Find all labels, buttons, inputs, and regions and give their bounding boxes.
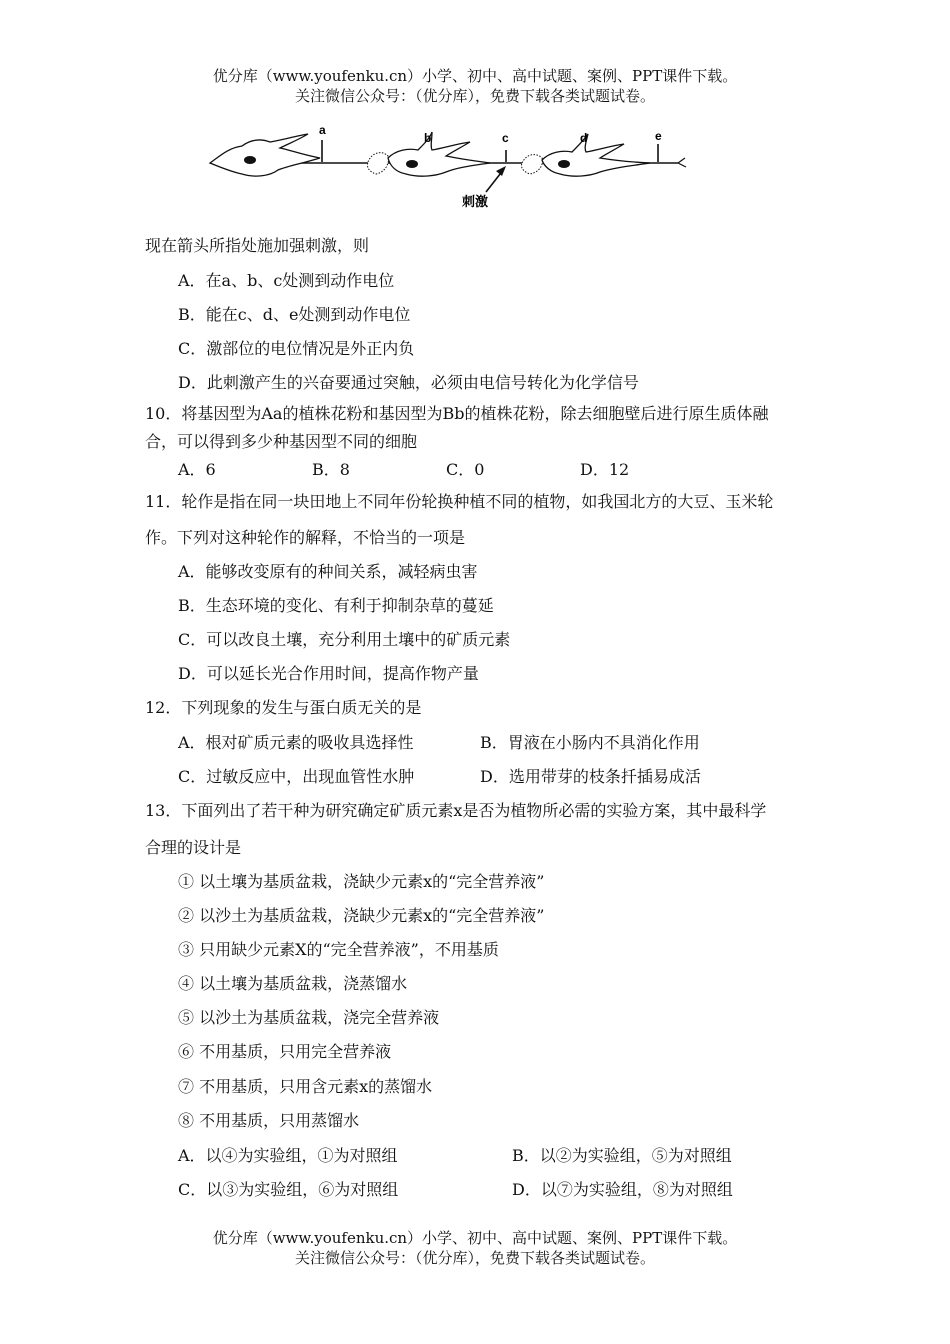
label-e: e	[655, 129, 662, 143]
neuron-2	[388, 132, 490, 176]
q12-option-b: B．胃液在小肠内不具消化作用	[480, 733, 700, 752]
q13-option-c: C．以③为实验组，⑥为对照组	[178, 1180, 399, 1199]
label-c: c	[502, 131, 509, 145]
q11-option-a: A．能够改变原有的种间关系，减轻病虫害	[178, 562, 478, 581]
q9-option-d: D．此刺激产生的兴奋要通过突触，必须由电信号转化为化学信号	[178, 373, 639, 392]
q13-stem-line2: 合理的设计是	[145, 838, 242, 857]
q13-item-2: ② 以沙土为基质盆栽，浇缺少元素x的“完全营养液”	[178, 906, 545, 925]
synapse-2	[521, 155, 542, 174]
q13-item-5: ⑤ 以沙土为基质盆栽，浇完全营养液	[178, 1008, 440, 1027]
q12-option-d: D．选用带芽的枝条扦插易成活	[480, 767, 701, 786]
q13-item-8: ⑧ 不用基质，只用蒸馏水	[178, 1111, 360, 1130]
page-footer	[0, 1228, 950, 1268]
q13-option-d: D．以⑦为实验组，⑧为对照组	[512, 1180, 733, 1199]
q13-option-b: B．以②为实验组，⑤为对照组	[512, 1146, 732, 1165]
footer-line-2: 关注微信公众号：（优分库），免费下载各类试题试卷。	[294, 1249, 655, 1267]
q10-option-a: A．6	[178, 460, 216, 479]
q13-item-7: ⑦ 不用基质，只用含元素x的蒸馏水	[178, 1077, 433, 1096]
q9-option-a: A．在a、b、c处测到动作电位	[178, 271, 395, 290]
q12-option-a: A．根对矿质元素的吸收具选择性	[178, 733, 414, 752]
q10-stem-line2: 合，可以得到多少种基因型不同的细胞	[145, 432, 418, 451]
neuron-diagram	[200, 118, 700, 218]
q11-stem-line2: 作。下列对这种轮作的解释，不恰当的一项是	[145, 528, 466, 547]
label-b: b	[424, 131, 432, 145]
synapse-1	[367, 153, 388, 174]
q10-option-c: C．0	[446, 460, 485, 479]
q9-option-b: B．能在c、d、e处测到动作电位	[178, 305, 411, 324]
q12-stem: 12．下列现象的发生与蛋白质无关的是	[145, 698, 422, 717]
neuron-3	[542, 134, 650, 176]
stimulus-arrow	[486, 166, 506, 192]
q13-stem-line1: 13．下面列出了若干种为研究确定矿质元素x是否为植物所必需的实验方案，其中最科学	[145, 801, 767, 820]
q10-option-b: B．8	[312, 460, 350, 479]
q13-item-1: ① 以土壤为基质盆栽，浇缺少元素x的“完全营养液”	[178, 872, 545, 891]
stimulus-label: 刺激	[462, 194, 489, 209]
q13-option-a: A．以④为实验组，①为对照组	[178, 1146, 398, 1165]
header-line-2: 关注微信公众号：（优分库），免费下载各类试题试卷。	[294, 87, 655, 105]
q11-option-d: D．可以延长光合作用时间，提高作物产量	[178, 664, 479, 683]
q11-option-b: B．生态环境的变化、有利于抑制杂草的蔓延	[178, 596, 494, 615]
neuron-1	[210, 134, 320, 176]
q10-option-d: D．12	[580, 460, 630, 479]
q11-option-c: C．可以改良土壤，充分利用土壤中的矿质元素	[178, 630, 511, 649]
q10-stem-line1: 10．将基因型为Aa的植株花粉和基因型为Bb的植株花粉，除去细胞壁后进行原生质体融	[145, 404, 769, 423]
q13-item-6: ⑥ 不用基质，只用完全营养液	[178, 1042, 392, 1061]
q12-option-c: C．过敏反应中，出现血管性水肿	[178, 767, 415, 786]
q9-option-c: C．激部位的电位情况是外正内负	[178, 339, 415, 358]
header-line-1: 优分库（www.youfenku.cn）小学、初中、高中试题、案例、PPT课件下载。	[212, 67, 738, 85]
footer-line-1: 优分库（www.youfenku.cn）小学、初中、高中试题、案例、PPT课件下载。	[212, 1229, 738, 1247]
q11-stem-line1: 11．轮作是指在同一块田地上不同年份轮换种植不同的植物，如我国北方的大豆、玉米轮	[145, 492, 774, 511]
q13-item-4: ④ 以土壤为基质盆栽，浇蒸馏水	[178, 974, 408, 993]
q13-item-3: ③ 只用缺少元素X的“完全营养液”，不用基质	[178, 940, 499, 959]
q9-stem: 现在箭头所指处施加强刺激，则	[145, 236, 370, 255]
label-d: d	[580, 131, 588, 145]
page-header	[0, 66, 950, 106]
label-a: a	[319, 123, 326, 137]
